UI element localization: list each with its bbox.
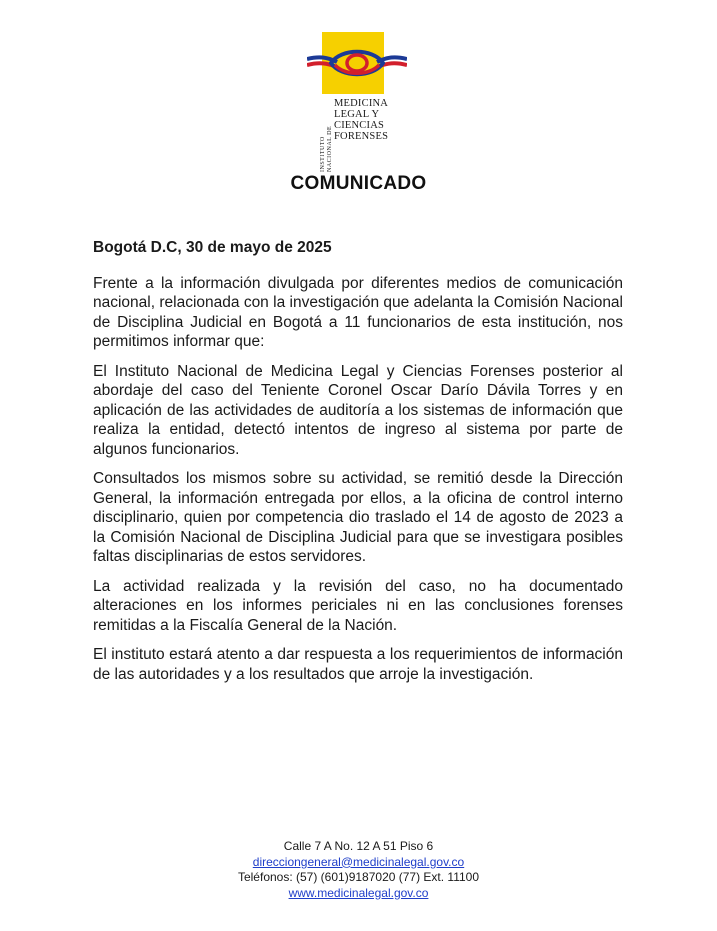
statement-body (93, 238, 623, 694)
paragraph-4: La actividad realizada y la revisión del caso, no ha documentado alteraciones en los informes periciales ni en las conclusiones forenses remitidas a la Fiscalía General de la Nación. (93, 577, 623, 634)
page-title: COMUNICADO (290, 173, 427, 194)
paragraph-2: El Instituto Nacional de Medicina Legal y Ciencias Forenses posterior al abordaje del caso del Teniente Coronel Oscar Darío Dávila Torres y en aplicación de las actividades de auditoría a los sistemas de información que realiza la entidad, detectó intentos de ingreso al sistema por parte de algunos funcionarios. (93, 362, 623, 458)
institute-logo (307, 32, 407, 172)
logo-institute-name: MEDICINA LEGAL Y CIENCIAS FORENSES (334, 98, 389, 142)
footer-email-link[interactable]: direcciongeneral@medicinalegal.gov.co (252, 854, 465, 869)
statement-date: Bogotá D.C, 30 de mayo de 2025 (93, 239, 332, 256)
footer-address: Calle 7 A No. 12 A 51 Piso 6 (283, 839, 434, 853)
footer-phones: Teléfonos: (57) (601)9187020 (77) Ext. 11100 (237, 870, 480, 884)
page-footer (0, 839, 717, 901)
paragraph-1: Frente a la información divulgada por diferentes medios de comunicación nacional, relacionada con la investigación que adelanta la Comisión Nacional de Disciplina Judicial en Bogotá a 11 funcionarios de esta institución, nos permitimos informar que: (93, 274, 623, 350)
logo-side-text: INSTITUTO NACIONAL DE (320, 125, 333, 172)
paragraph-3: Consultados los mismos sobre su actividad, se remitió desde la Dirección General, la información entregada por ellos, a la oficina de control interno disciplinario, quien por competencia dio traslado el 14 de agosto de 2023 a la Comisión Nacional de Disciplina Judicial para que se investigara posibles faltas disciplinarias de estos servidores. (93, 470, 623, 565)
footer-website-link[interactable]: www.medicinalegal.gov.co (288, 885, 429, 900)
paragraph-5: El instituto estará atento a dar respuesta a los requerimientos de información de las autoridades y a los resultados que arroje la investigación. (93, 646, 623, 683)
institute-eye-flag-emblem-icon (307, 32, 407, 94)
